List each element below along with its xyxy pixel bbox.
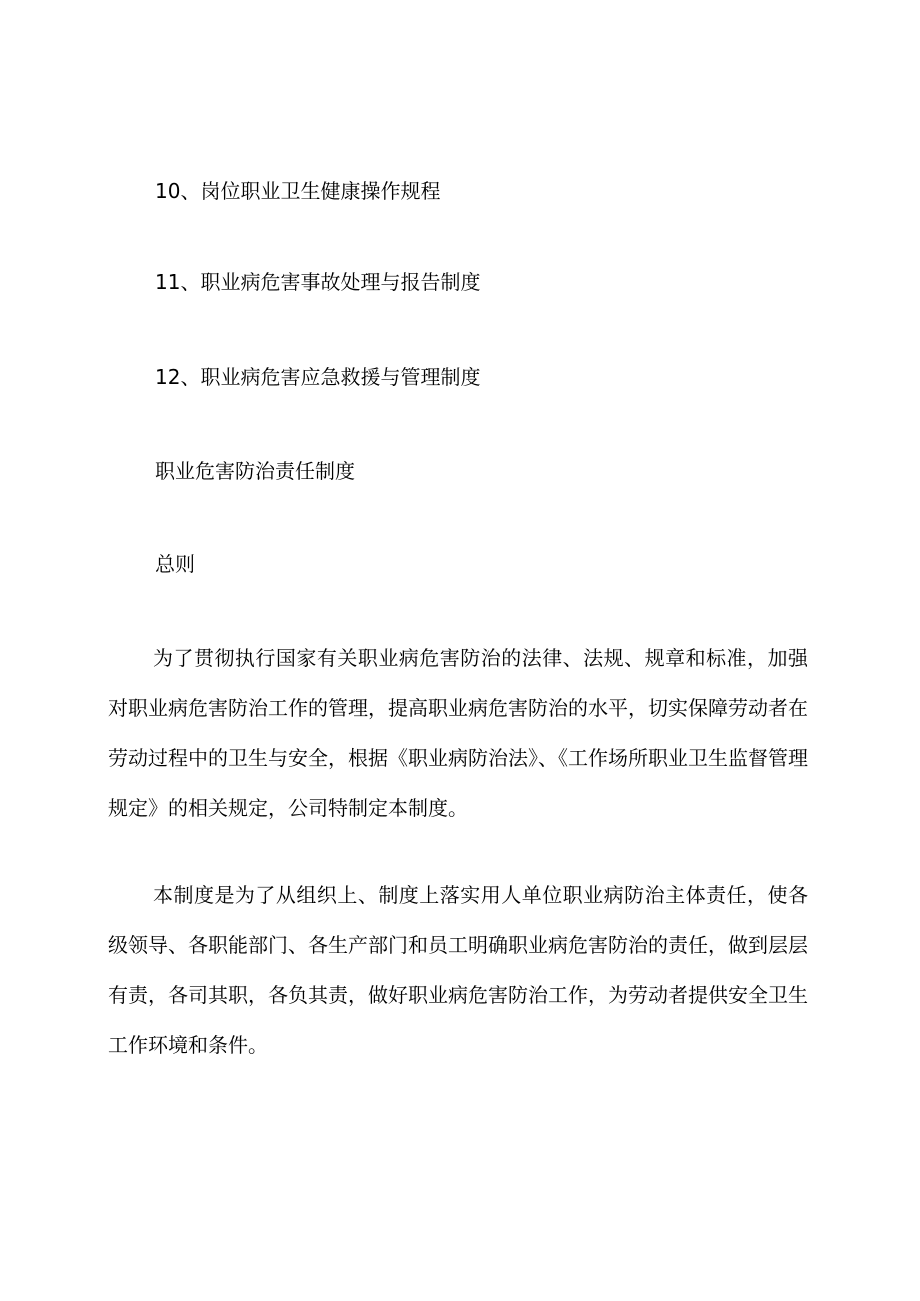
list-item: 10、岗位职业卫生健康操作规程 xyxy=(155,179,441,203)
paragraph-scope: 本制度是为了从组织上、制度上落实用人单位职业病防治主体责任，使各级领导、各职能部门、各生产部门和员工明确职业病危害防治的责任，做到层层有责，各司其职，各负其责，做好职业病危害防治工作，为劳动者提供安全卫生工作环境和条件。 xyxy=(108,883,808,1057)
list-item: 12、职业病危害应急救援与管理制度 xyxy=(155,365,481,389)
subsection-title: 总则 xyxy=(155,552,195,576)
paragraph-purpose: 为了贯彻执行国家有关职业病危害防治的法律、法规、规章和标准，加强对职业病危害防治工作的管理，提高职业病危害防治的水平，切实保障劳动者在劳动过程中的卫生与安全，根据《职业病防治法》、《工作场所职业卫生监督管理规定》的相关规定，公司特制定本制度。 xyxy=(108,646,808,820)
list-item: 11、职业病危害事故处理与报告制度 xyxy=(155,270,481,294)
section-title: 职业危害防治责任制度 xyxy=(155,459,355,483)
